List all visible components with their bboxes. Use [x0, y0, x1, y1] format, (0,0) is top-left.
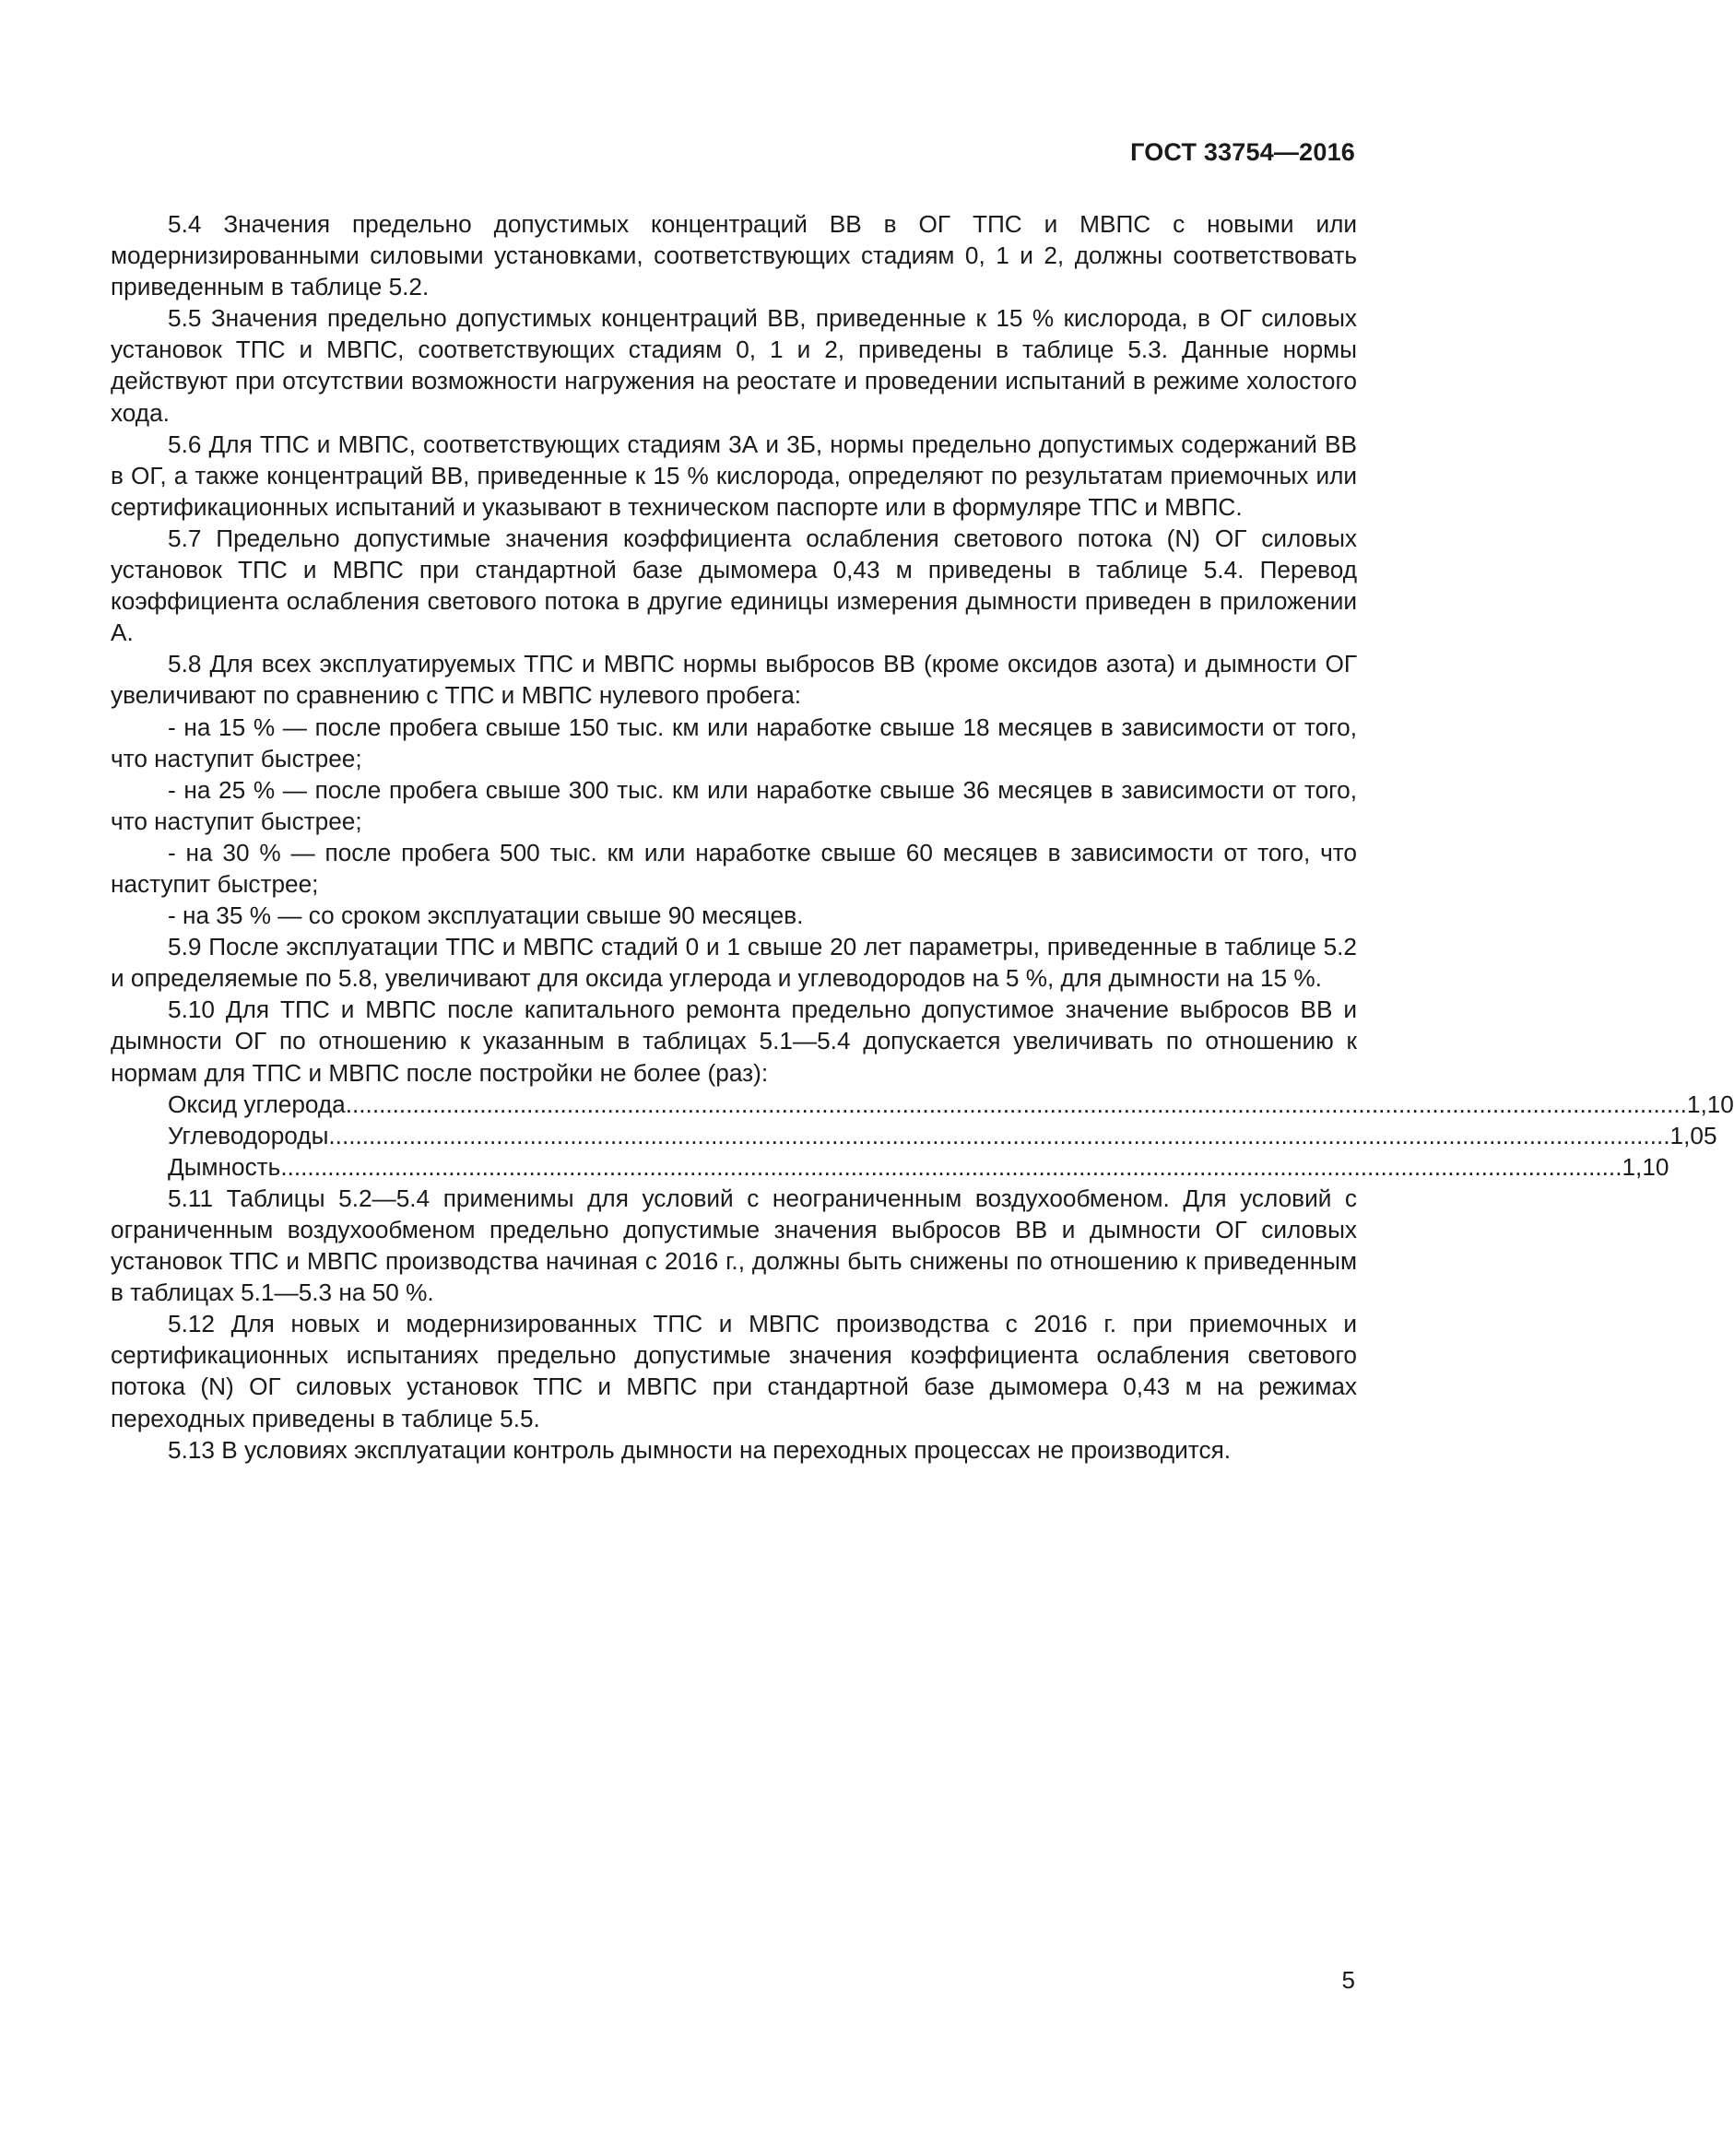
clause-5-8-item-1: - на 15 % — после пробега свыше 150 тыс. км или наработке свыше 18 месяцев в зависимости от того, что наступит быстрее; [111, 713, 1357, 772]
factor-leader-dots: ........................................................................................................................................................................................................ [345, 1090, 1687, 1118]
clause-5-11: 5.11 Таблицы 5.2—5.4 применимы для условий с неограниченным воздухообменом. Для условий с ограниченным воздухообменом предельно допустимые значения выбросов ВВ и дымности ОГ силовых установок ТПС и МВПС производства начиная с 2016 г., должны быть снижены по отношению к приведенным в таблицах 5.1—5.3 на 50 %. [111, 1184, 1357, 1307]
factor-row-carbon-monoxide [168, 1089, 1734, 1120]
clause-5-5: 5.5 Значения предельно допустимых концентраций ВВ, приведенные к 15 % кислорода, в ОГ силовых установок ТПС и МВПС, соответствующих стадиям 0, 1 и 2, приведены в таблице 5.3. Данные нормы действуют при отсутствии возможности нагружения на реостате и проведении испытаний в режиме холостого хода. [111, 304, 1357, 427]
clause-5-13: 5.13 В условиях эксплуатации контроль дымности на переходных процессах не производится. [168, 1435, 1232, 1464]
clause-5-4: 5.4 Значения предельно допустимых концентраций ВВ в ОГ ТПС и МВПС с новыми или модернизированными силовыми установками, соответствующих стадиям 0, 1 и 2, должны соответствовать приведенным в таблице 5.2. [111, 210, 1357, 301]
clause-5-8-item-4: - на 35 % — со сроком эксплуатации свыше 90 месяцев. [168, 901, 804, 930]
factor-leader-dots: ........................................................................................................................................................................................................ [280, 1152, 1622, 1181]
clause-5-8-item-2: - на 25 % — после пробега свыше 300 тыс. км или наработке свыше 36 месяцев в зависимости от того, что наступит быстрее; [111, 775, 1357, 835]
factor-label: Оксид углерода [168, 1090, 346, 1118]
factor-row-hydrocarbons [168, 1120, 1717, 1151]
factor-value: 1,10 [1686, 1090, 1734, 1118]
factor-label: Дымность [168, 1152, 281, 1181]
clause-5-10: 5.10 Для ТПС и МВПС после капитального ремонта предельно допустимое значение выбросов ВВ и дымности ОГ по отношению к указанным в таблицах 5.1—5.4 допускается увеличивать по отношению к нормам для ТПС и МВПС после постройки не более (раз): [111, 996, 1357, 1087]
clause-5-8-item-3: - на 30 % — после пробега 500 тыс. км или наработке свыше 60 месяцев в зависимости от того, что наступит быстрее; [111, 838, 1357, 898]
factor-label: Углеводороды [168, 1121, 329, 1149]
factor-row-smoke [168, 1151, 1669, 1183]
clause-5-8: 5.8 Для всех эксплуатируемых ТПС и МВПС нормы выбросов ВВ (кроме оксидов азота) и дымности ОГ увеличивают по сравнению с ТПС и МВПС нулевого пробега: [111, 650, 1357, 710]
document-header: ГОСТ 33754—2016 [1130, 138, 1355, 166]
clause-5-9: 5.9 После эксплуатации ТПС и МВПС стадий 0 и 1 свыше 20 лет параметры, приведенные в таблице 5.2 и определяемые по 5.8, увеличивают для оксида углерода и углеводородов на 5 %, для дымности на 15 %. [111, 933, 1357, 993]
clause-5-6: 5.6 Для ТПС и МВПС, соответствующих стадиям 3А и 3Б, нормы предельно допустимых содержаний ВВ в ОГ, а также концентраций ВВ, приведенные к 15 % кислорода, определяют по результатам приемочных или сертификационных испытаний и указывают в техническом паспорте или в формуляре ТПС и МВПС. [111, 430, 1357, 521]
page-number: 5 [1341, 1966, 1355, 1994]
clause-5-7: 5.7 Предельно допустимые значения коэффициента ослабления светового потока (N) ОГ силовых установок ТПС и МВПС при стандартной базе дымомера 0,43 м приведены в таблице 5.4. Перевод коэффициента ослабления светового потока в другие единицы измерения дымности приведен в приложении А. [111, 524, 1357, 647]
document-body [111, 208, 1734, 1466]
factor-value: 1,10 [1622, 1152, 1669, 1181]
clause-5-12: 5.12 Для новых и модернизированных ТПС и МВПС производства с 2016 г. при приемочных и сертификационных испытаниях предельно допустимые значения коэффициента ослабления светового потока (N) ОГ силовых установок ТПС и МВПС при стандартной базе дымомера 0,43 м на режимах переходных приведены в таблице 5.5. [111, 1310, 1357, 1432]
factor-leader-dots: ........................................................................................................................................................................................................ [328, 1121, 1670, 1149]
factor-value: 1,05 [1669, 1121, 1717, 1149]
